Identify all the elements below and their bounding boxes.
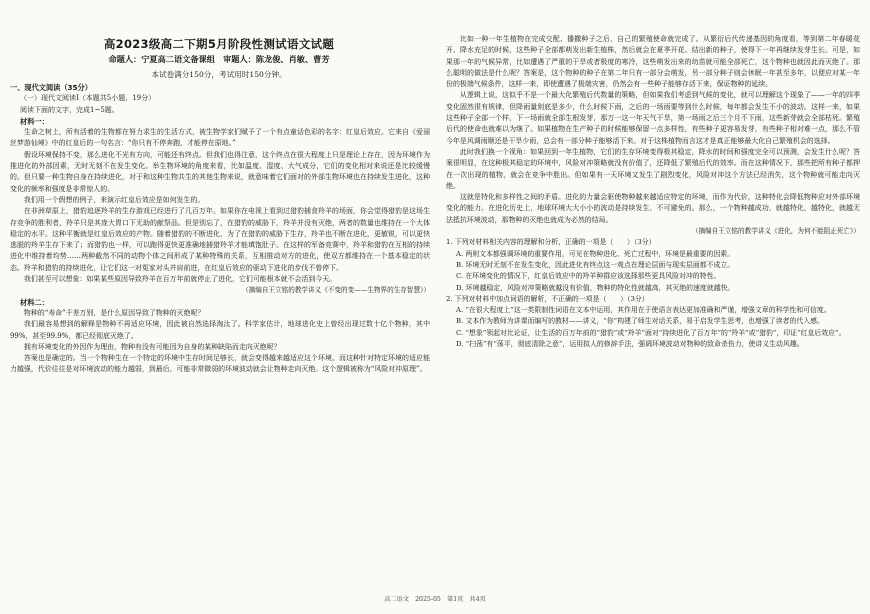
material-1-label: 材料一：: [20, 116, 49, 126]
material-1-paragraph: 我们甚至可以想象：如果某些原因导致羚羊在百万年前就停止了进化，它们可能根本就不会活到今天。: [23, 275, 337, 284]
question-2-option-d[interactable]: D. “扫荡”有“荡平，彻底清除之意”，运用拟人的修辞手法，强调环境波动对物种的致命杀伤力，使讲义生动风趣。: [456, 340, 804, 349]
reading-instruction: 阅读下面的文字，完成1~5题。: [20, 105, 119, 114]
material-2-paragraph: 比如一种一年生植物在完成交配、播撒种子之后，自己的繁殖使命就完成了。从繁衍后代传递基因的角度看，等到第二年春暖花开、降水充足的时候，这些种子全部都萌发出新生植株，然后就会在夏季开花、结出新的种子，使得下一年再继续发芽生长。可是，如果那一年的气候异常，比如遭遇了严重的干旱或者极度的寒冷，这些萌发出来的幼苗就可能全部死亡，这个物种也就因此而灭绝了。那么聪明的做法是什么呢？答案是，这个物种的种子在第二年只有一部分会萌发，另一部分种子则会休眠一年甚至多年，以便应对某一年份的极端气候条件，这样一来，即使遭遇了极端灾害，仍然会有一些种子能够存活下来，保证物种的延续。: [446, 35, 860, 89]
material-1-paragraph: 我们用一个假想的例子，来演示红皇后效应是如何发生的。: [23, 195, 205, 204]
creator-line: 命题人：宁夏高二语文备课组 审题人：陈龙俊、肖敏、曹芳: [108, 54, 330, 64]
material-1-paragraph: 在非洲草原上，猎豹追逐羚羊的生存游戏已经进行了几百万年。如果你在电视上看到过猎豹捕食羚羊的场面，你会觉得猎豹是这场生存竞争的胜利者，羚羊只是其庞大胃口下无助的献祭品。但是别忘了，在猎豹的威胁下，羚羊并没有灭绝，两者的数量也维持在一个大体稳定的水平。这种平衡就是红皇后效应的产物。随着猎豹的不断进化，为了在猎豹的威胁下生存，羚羊也不断在进化，更敏锐，可以更快逃脱的羚羊生存下来了；而猎豹也一样，可以跑得更快更准确地捕猎羚羊才能填饱肚子。在这样的军备竞赛中，羚羊和猎豹在互相的持续进化中维持着均势……两种截然不同的动物个体之间形成了某种特殊的关系，互相推动对方的进化，使双方都维持在一个基本稳定的状态。羚羊和猎豹的持续进化，让它们这一对冤家对头并肩前进，在红皇后效应的驱动下进化的步伐不曾停下。: [10, 207, 430, 272]
page-footer: 高二语文 2025-05 第1页 共4页: [384, 596, 486, 603]
material-2-label: 材料二：: [20, 297, 49, 307]
material-2-paragraph: 这就是特化和多样性之间的矛盾。进化的力量会驱使物种越来越适应特定的环境，而作为代价，这种特化会降低物种应对外部环境变化的能力。在进化历史上，地球环境大大小小的波动是持续发生、不可避免的。那么，一个物种越成功，就越特化，越特化，就越无法抵抗环境波动，那物种的灭绝也就成为必然的结局。: [446, 193, 860, 224]
score-line: 本试卷满分150分，考试用时150分钟。: [151, 70, 287, 79]
material-2-source: （摘编自王立铭的教学讲义《进化，为何不能阻止死亡》）: [691, 227, 860, 236]
question-2-option-a[interactable]: A. “在很大程度上”这一类限制性词语在文本中运用，其作用在于使语言表达更加准确和严谨，增强文章的科学性和可信度。: [456, 306, 831, 315]
material-2-paragraph: 拥有环境变化的外因作为理由，物种有没有可能因为自身的某种缺陷而走向灭绝呢？: [23, 342, 281, 351]
question-2-option-b[interactable]: B. 文本作为教师为讲课而编写的教材——讲义，“你”构建了师生对话关系，易于启发学生思考，也增强了读者的代入感。: [456, 317, 824, 326]
material-2-paragraph: 从逻辑上说，这似乎不是一个最大化繁殖后代数量的策略，但如果我们考虑到气候的变化，就可以理解这个现象了——一年的四季变化固然很有规律，但降雨量则底是多少，什么时候下雨，之后的一场雨要等到什么时候，每年都会发生不小的波动。这样一来，如果这些种子全部一个样，下一场雨就全部生根发芽，那万一这一年天气干旱，第一场雨之后三个月不下雨，这些新芽就会全部枯死。繁殖后代的使命也就难以为继了。如果植物在生产种子的时候能够保留一点多样性，有些种子更容易发芽，有些种子相对难一点，那么不管今年是风调雨顺还是干旱少雨，总会有一部分种子能够活下来。对于这株植物而言这才是真正能够最大化自己繁殖机会的选择。: [446, 91, 860, 145]
material-1-paragraph: 生命之树上，所有活着的生物都在努力求生的生活方式，被生物学家们赋予了一个有点童话色彩的名字：红皇后效应。它来自《爱丽丝梦游仙境》中的红皇后的一句名言：“你只有不停奔跑，才能停在原地。”: [10, 128, 430, 148]
question-1-option-b[interactable]: B. 环境无时无刻不在发生变化，因此进化有终点这一观点在理论层面与现实层面都不成立。: [456, 260, 735, 269]
right-column: [442, 0, 866, 585]
material-1-source: （摘编自王立铭的教学讲义《不变的变——生物界的生存智慧》）: [242, 286, 430, 295]
material-2-paragraph: 此时我们换一个视角：如果回到一年生植物，它们的生存环境变得极其稳定，降水的时间和强度完全可以预测，会发生什么呢？答案很明显，在这种极其稳定的环境中，风险对冲策略就没有价值了，还降低了繁殖后代的效率。而在这种情况下，那些把所有种子都押在一次出现的植物，就会在竞争中胜出。但如果有一天环境又发生了剧烈变化，风险对冲这个方法已经消失，这个物种就可能走向灭绝。: [446, 147, 860, 190]
material-1-paragraph: 假设环境保持不变，那么进化不光有方向，可能还有终点。但我们也得注意，这个终点在很大程度上只是理论上存在，因为环境作为推进化的外部因素，无时无刻不在发生变化。举生物环境的角度来看，比如温度、湿度、大气成分，它们的变化相对来说还是比较缓慢的。但只要一种生物自身在持续进化，对于和这种生物共生的其他生物来说，就意味着它们面对的外部生物环境也在持续发生进化，这种变化的频率和强度是非常惊人的。: [10, 150, 430, 193]
exam-title: 高2023级高二下期5月阶段性测试语文试题: [103, 37, 335, 51]
left-column: [4, 0, 434, 585]
material-2-paragraph: 答案也是确定的。当一个物种生在一个特定的环境中生存时间足够长，就会变得越来越适应这个环境。而这种针对特定环境的适应能力越强，代价往往是对环境波动的能力越弱，到最后，可能非常微弱的环境波动就会让物种走向灭绝。这个逻辑被称为“风险对冲原理”。: [10, 354, 430, 374]
sub-section-heading: （一）现代文阅读Ⅰ（本题共5小题，19分）: [20, 94, 156, 103]
question-1-option-c[interactable]: C. 在环境变化的情况下，红皇后效应中的羚羊种群应该选择那些更具风险对冲的特性。: [456, 272, 721, 281]
question-2-stem: 2. 下列对材料中加点词语的解析，不正确的一项是（ ）（3分）: [446, 294, 649, 303]
question-1-option-a[interactable]: A. 两则文本都强调环境的重要作用，可见在物种进化、死亡过程中，环境是最重要的因素。: [456, 249, 735, 258]
question-1-option-d[interactable]: D. 环境越稳定，风险对冲策略就越没有价值，物种的特化性就越高，其灭绝的速度就越快。: [456, 283, 735, 292]
right-text-flow: [446, 34, 860, 350]
question-1-stem: 1. 下列对材料相关内容的理解和分析，正确的一项是（ ）（3分）: [446, 238, 656, 247]
question-2-option-c[interactable]: C. “想象”领起对比论证，让生活的百万年前的“猎豹”或“羚羊”面对“持续进化了百万年”的“羚羊”或“猎豹”，印证“红皇后效应”。: [456, 328, 846, 337]
section-heading: 一、现代文阅读（35分）: [10, 83, 92, 92]
left-text-flow: [10, 82, 430, 376]
material-2-paragraph: 我们最容易想到的解释是物种不再适应环境，因此被自然选择淘汰了。科学家估计，地球进化史上曾经出现过数十亿个物种，其中99%，甚至99.9%，都已经彻底灭绝了。: [10, 320, 430, 340]
material-2-paragraph: 物种的“寿命”千差万别，是什么原因导致了物种的灭绝呢？: [23, 308, 205, 317]
